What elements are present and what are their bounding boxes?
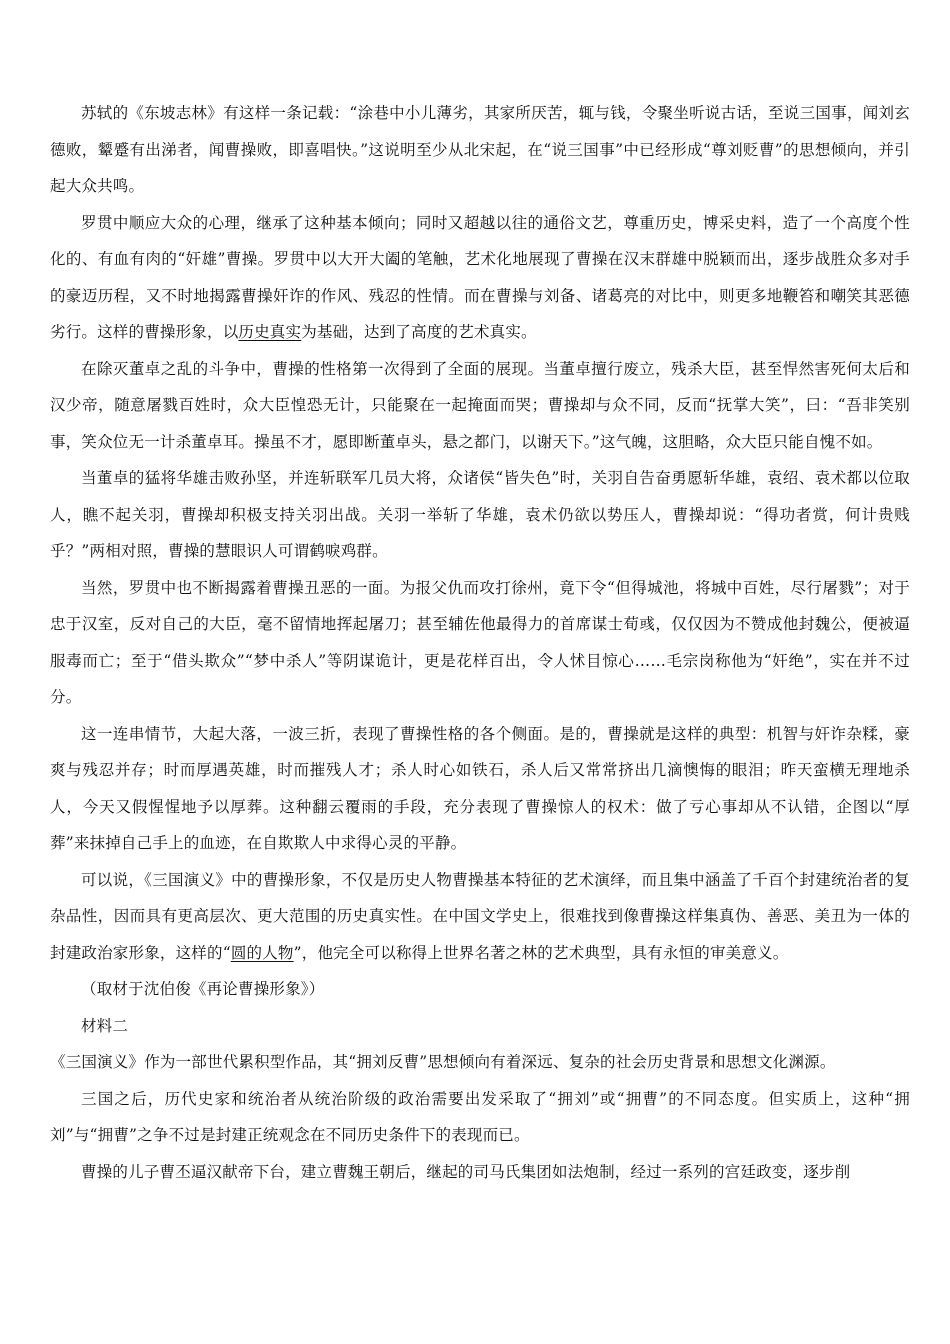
text-segment: 为基础，达到了高度的艺术真实。	[301, 323, 537, 341]
paragraph-conclusion	[50, 862, 910, 972]
text-segment: 当董卓的猛将华雄击败孙坚，并连斩联军几员大将，众诸侯“皆失色”时，关羽自告奋勇愿斩华雄，袁绍、袁术都以位取人，瞧不起关羽，曹操却积极支持关羽出战。关羽一举斩了华雄，袁术仍欲以势压人，曹操却说：“得功者赏，何计贵贱乎？”两相对照，曹操的慧眼识人可谓鹤唳鸡群。	[50, 469, 910, 560]
paragraph-dong-zhuo	[50, 351, 910, 461]
source-citation	[50, 971, 910, 1008]
paragraph-su-shi-record	[50, 95, 910, 205]
text-segment: 材料二	[81, 1016, 129, 1035]
text-segment: 《三国演义》作为一部世代累积型作品，其“拥刘反曹”思想倾向有着深远、复杂的社会历史背景和思想文化渊源。	[50, 1053, 836, 1071]
text-segment: 三国之后，历代史家和统治者从统治阶级的政治需要出发采取了“拥刘”或“拥曹”的不同态度。但实质上，这种“拥刘”与“拥曹”之争不过是封建正统观念在不同历史条件下的表现而已。	[50, 1089, 910, 1144]
paragraph-material-two-intro	[50, 1044, 910, 1081]
paragraph-cao-pi	[50, 1154, 910, 1191]
paragraph-dark-side	[50, 570, 910, 716]
text-segment: 当然，罗贯中也不断揭露着曹操丑恶的一面。为报父仇而攻打徐州，竟下令“但得城池，将城中百姓，尽行屠戮”；对于忠于汉室，反对自己的大臣，毫不留情地挥起屠刀；甚至辅佐他最得力的首席谋士荀彧，仅仅因为不赞成他封魏公，便被逼服毒而亡；至于“借头欺众”“梦中杀人”等阴谋诡计，更是花样百出，令人怵目惊心……毛宗岗称他为“奸绝”，实在并不过分。	[50, 578, 910, 706]
paragraph-luo-guanzhong-approach	[50, 205, 910, 351]
text-segment: ”，他完全可以称得上世界名著之林的艺术典型，具有永恒的审美意义。	[293, 943, 789, 962]
paragraph-historians-attitude	[50, 1081, 910, 1154]
section-heading-material-two	[50, 1008, 910, 1045]
paragraph-hua-xiong	[50, 460, 910, 570]
text-segment: 苏轼的《东坡志林》有这样一条记载：“涂巷中小儿薄劣，其家所厌苦，辄与钱，令聚坐听说古话，至说三国事，闻刘玄德败，颦蹙有出涕者，闻曹操败，即喜唱快。”这说明至少从北宋起，在“说三国事”中已经形成“尊刘贬曹”的思想倾向，并引起大众共鸣。	[50, 104, 910, 195]
text-segment: （取材于沈伯俊《再论曹操形象》）	[81, 980, 325, 998]
document-body	[50, 95, 910, 1190]
text-segment: 在除灭董卓之乱的斗争中，曹操的性格第一次得到了全面的展现。当董卓擅行废立，残杀大臣，甚至悍然害死何太后和汉少帝，随意屠戮百姓时，众大臣惶恐无计，只能聚在一起掩面而哭；曹操却与众不同，反而“抚掌大笑”，曰：“吾非笑别事，笑众位无一计杀董卓耳。操虽不才，愿即断董卓头，悬之都门，以谢天下。”这气魄，这胆略，众大臣只能自愧不如。	[50, 359, 910, 451]
underlined-term-historical-truth: 历史真实	[238, 323, 302, 341]
text-segment: 这一连串情节，大起大落，一波三折，表现了曹操性格的各个侧面。是的，曹操就是这样的典型：机智与奸诈杂糅，豪爽与残忍并存；时而厚遇英雄，时而摧残人才；杀人时心如铁石，杀人后又常常挤出几滴懊悔的眼泪；昨天蛮横无理地杀人，今天又假惺惺地予以厚葬。这种翻云覆雨的手段，充分表现了曹操惊人的权术：做了亏心事却从不认错，企图以“厚葬”来抹掉自己手上的血迹，在自欺欺人中求得心灵的平静。	[50, 724, 910, 852]
text-segment: 曹操的儿子曹丕逼汉献帝下台，建立曹魏王朝后，继起的司马氏集团如法炮制，经过一系列的宫廷政变，逐步削	[81, 1162, 851, 1181]
underlined-term-round-character: 圆的人物	[230, 943, 294, 962]
paragraph-typical-character	[50, 716, 910, 862]
text-segment: 罗贯中顺应大众的心理，继承了这种基本倾向；同时又超越以往的通俗文艺，尊重历史，博采史料，造了一个高度个性化的、有血有肉的“奸雄”曹操。罗贯中以大开大阖的笔触，艺术化地展现了曹操在汉末群雄中脱颖而出，逐步战胜众多对手的豪迈历程，又不时地揭露曹操奸诈的作风、残忍的性情。而在曹操与刘备、诸葛亮的对比中，则更多地鞭笞和嘲笑其恶德劣行。这样的曹操形象，以	[50, 213, 910, 341]
text-segment: 可以说，《三国演义》中的曹操形象，不仅是历史人物曹操基本特征的艺术演绎，而且集中涵盖了千百个封建统治者的复杂品性，因而具有更高层次、更大范围的历史真实性。在中国文学史上，很难找到像曹操这样集真伪、善恶、美丑为一体的封建政治家形象，这样的“	[50, 870, 910, 962]
